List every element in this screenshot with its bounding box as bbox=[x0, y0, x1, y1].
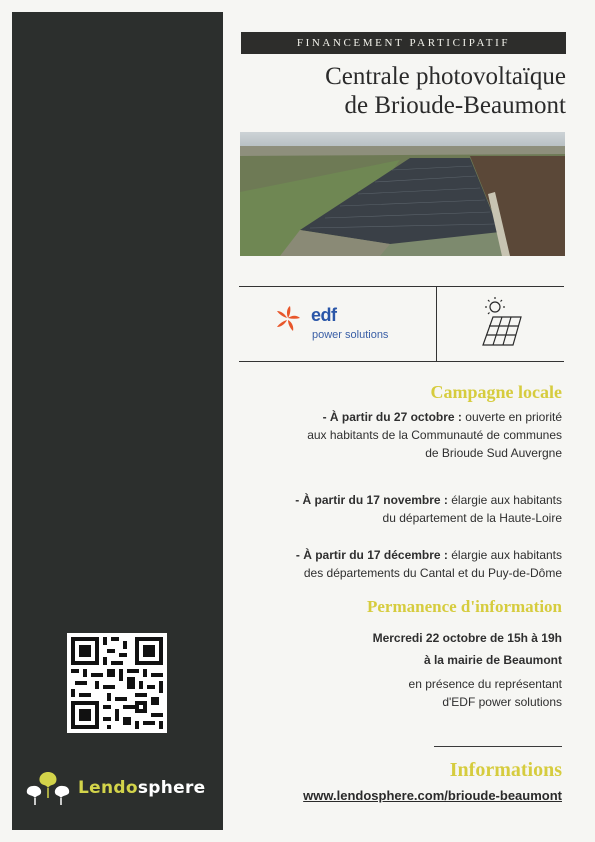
solar-farm-photo bbox=[240, 132, 565, 256]
partner-divider bbox=[436, 287, 437, 361]
edf-tagline: power solutions bbox=[312, 329, 389, 341]
banner-heading: FINANCEMENT PARTICIPATIF bbox=[241, 32, 566, 54]
permanence-heading: Permanence d'information bbox=[367, 597, 562, 616]
solar-panel-icon bbox=[479, 295, 523, 353]
informations-heading: Informations bbox=[449, 759, 562, 781]
edf-wordmark: edf bbox=[311, 305, 337, 325]
campagne-item-3: - À partir du 17 décembre : élargie aux habitants des départements du Cantal et du Puy-de-Dôme bbox=[295, 548, 562, 580]
edf-flower-icon bbox=[273, 305, 303, 335]
lendosphere-logo bbox=[24, 768, 205, 808]
qr-code[interactable] bbox=[67, 633, 167, 733]
lendosphere-wordmark: Lendosphere bbox=[78, 778, 206, 798]
campagne-item-2: - À partir du 17 novembre : élargie aux habitants du département de la Haute-Loire bbox=[295, 493, 562, 525]
campagne-item-1: - À partir du 27 octobre : ouverte en priorité aux habitants de la Communauté de communes de Brioude Sud Auvergne bbox=[307, 410, 562, 460]
website-link[interactable]: www.lendosphere.com/brioude-beaumont bbox=[303, 788, 562, 803]
campagne-heading: Campagne locale bbox=[430, 382, 562, 402]
permanence-schedule: Mercredi 22 octobre de 15h à 19h à la mairie de Beaumont bbox=[372, 631, 562, 667]
section-divider bbox=[434, 746, 562, 747]
page-title: Centrale photovoltaïque de Brioude-Beaumont bbox=[325, 63, 566, 119]
permanence-note: en présence du représentant d'EDF power solutions bbox=[408, 677, 562, 709]
partner-logos bbox=[239, 286, 564, 362]
ginkgo-leaves-icon bbox=[24, 768, 72, 808]
